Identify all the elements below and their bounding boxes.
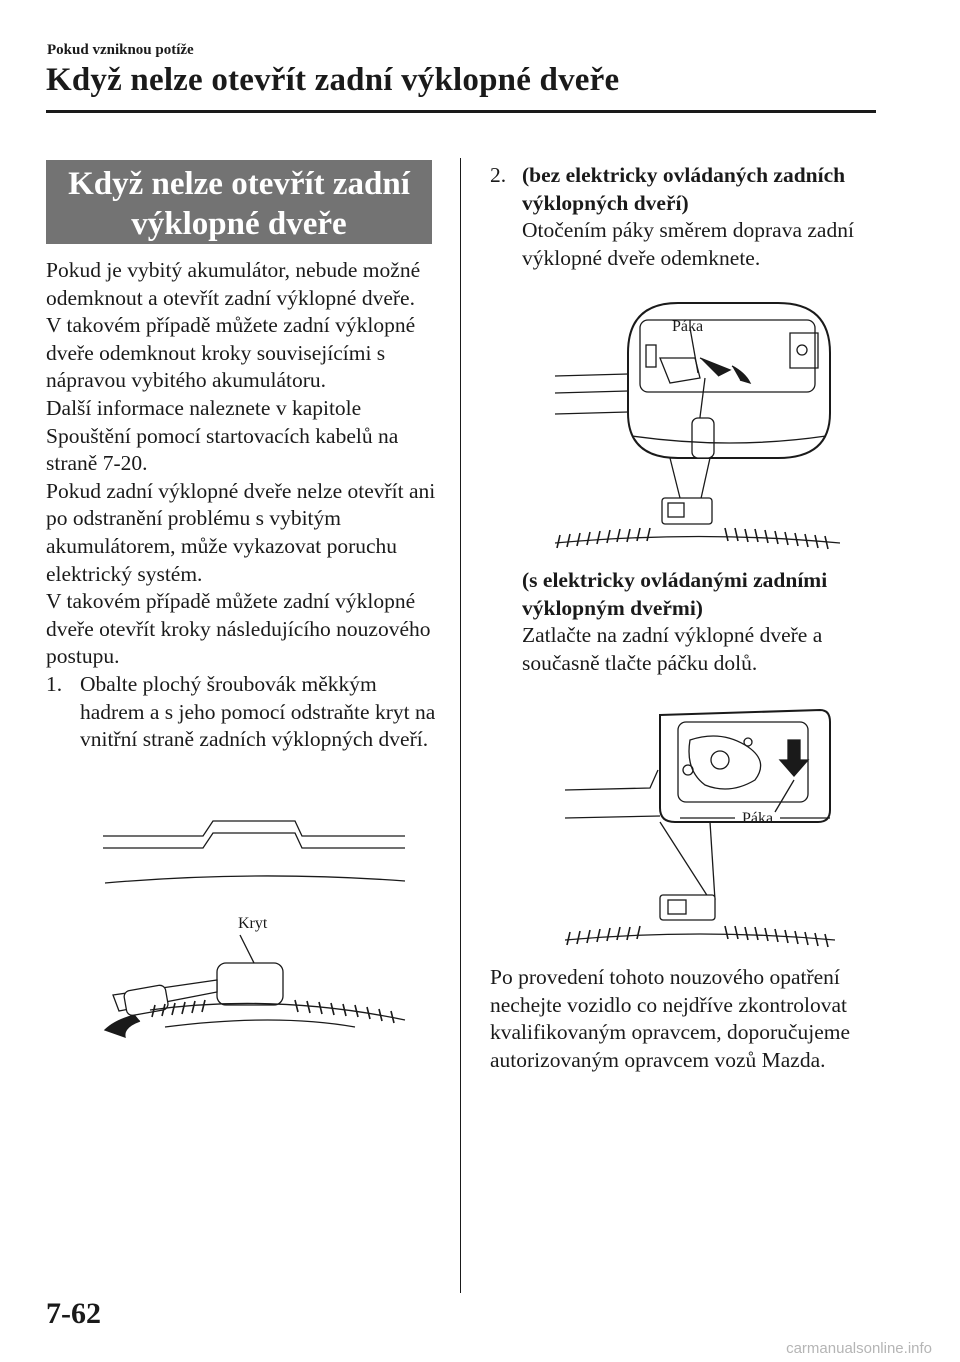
banner-line-1: Když nelze otevřít zadní [68, 166, 410, 202]
step-1-number: 1. [46, 671, 63, 696]
watermark: carmanualsonline.info [786, 1340, 932, 1357]
step-2-alternative [522, 567, 882, 677]
figure-3-label: Páka [742, 810, 774, 827]
figure-lever-manual [550, 298, 845, 556]
step-1 [46, 671, 441, 754]
alt-heading: (s elektricky ovládanými zadními výklopným dveřmi) [522, 568, 828, 620]
figure-lever-power [560, 700, 840, 952]
figure-2-label: Páka [672, 318, 704, 335]
step-2-heading: (bez elektricky ovládaných zadních výklopných dveří) [522, 163, 846, 215]
banner-line-2: výklopné dveře [131, 206, 347, 242]
paragraph-unlock: V takovém případě můžete zadní výklopné dveře odemknout kroky souvisejícími s nápravou vybitého akumulátoru. [46, 313, 416, 393]
closing-text: Po provedení tohoto nouzového opatření nechejte vozidlo co nejdříve zkontrolovat kvalifikovaným opravcem, doporučujeme autorizovaným opravcem vozů Mazda. [490, 965, 851, 1072]
alt-text: Zatlačte na zadní výklopné dveře a současně tlačte páčku dolů. [522, 623, 823, 675]
paragraph-emergency: V takovém případě můžete zadní výklopné dveře otevřít kroky následujícího nouzového postupu. [46, 589, 431, 669]
step-2 [490, 162, 880, 272]
closing-paragraph [490, 964, 882, 1074]
page-title: Když nelze otevřít zadní výklopné dveře [46, 62, 620, 98]
section-banner [46, 160, 432, 244]
figure-1-label: Kryt [238, 915, 268, 932]
paragraph-battery: Pokud je vybitý akumulátor, nebude možné odemknout a otevřít zadní výklopné dveře. [46, 258, 421, 310]
section-label: Pokud vzniknou potíže [47, 42, 194, 58]
paragraph-reference: Další informace naleznete v kapitole Spouštění pomocí startovacích kabelů na straně 7-20. [46, 395, 399, 476]
left-column [46, 257, 441, 754]
step-1-text: Obalte plochý šroubovák měkkým hadrem a s jeho pomocí odstraňte kryt na vnitřní straně zadních výklopných dveří. [80, 671, 436, 752]
step-2-number: 2. [490, 163, 507, 187]
paragraph-fault: Pokud zadní výklopné dveře nelze otevřít ani po odstranění problému s vybitým akumulátorem, může vykazovat poruchu elektrický systém. [46, 478, 436, 586]
column-divider [460, 158, 461, 1293]
step-2-block [490, 162, 880, 272]
title-rule [46, 110, 876, 113]
step-2-text: Otočením páky směrem doprava zadní výklopné dveře odemknete. [522, 218, 854, 270]
page-number: 7-62 [46, 1297, 101, 1330]
